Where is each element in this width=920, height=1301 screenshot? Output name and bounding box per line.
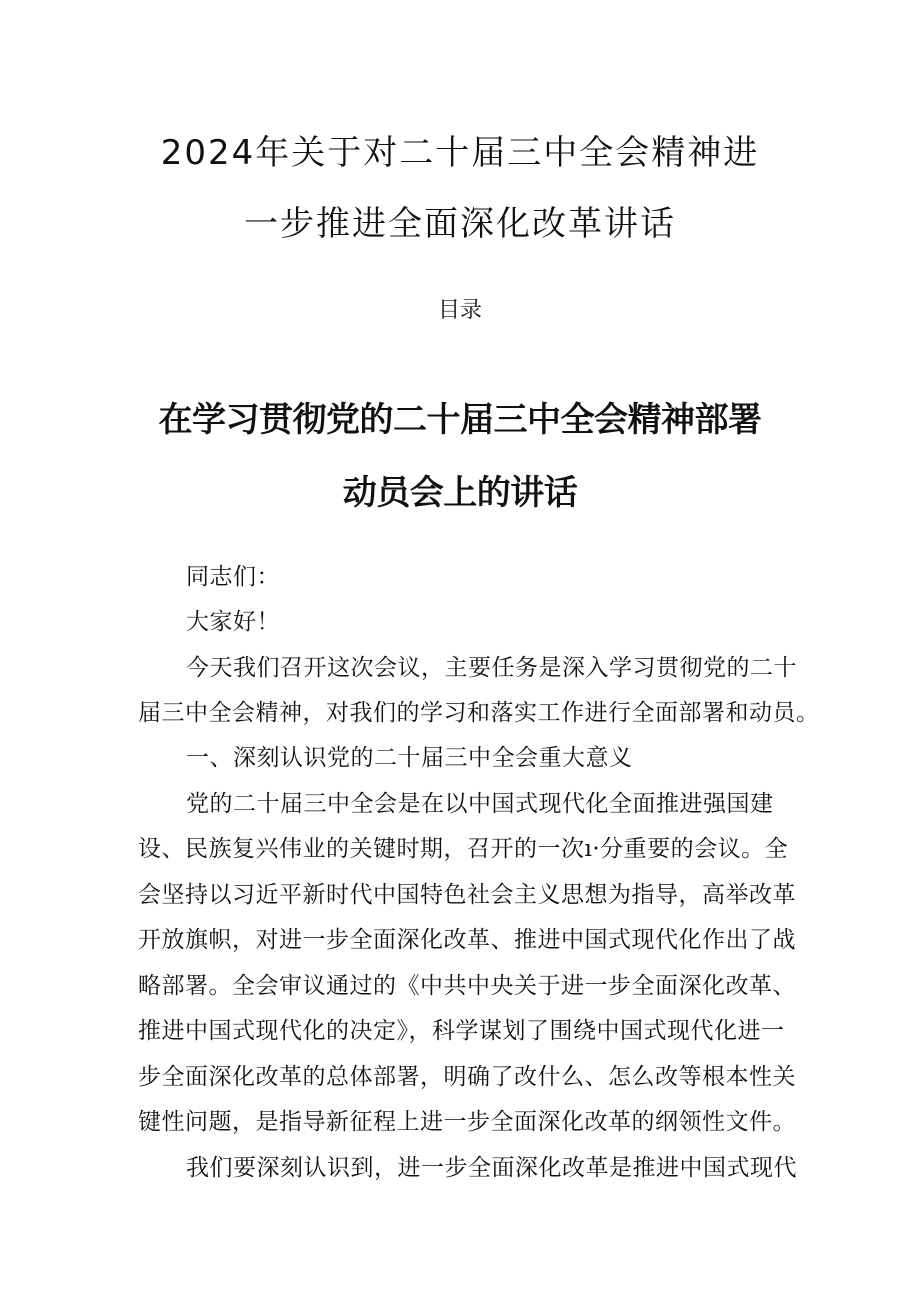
paragraph-line: 会坚持以习近平新时代中国特色社会主义思想为指导，高举改革 <box>138 882 796 908</box>
paragraph-line: 步全面深化改革的总体部署，明确了改什么、怎么改等根本性关 <box>138 1064 796 1090</box>
paragraph-line: 我们要深刻认识到，进一步全面深化改革是推进中国式现代 <box>186 1155 797 1181</box>
section-heading: 一、深刻认识党的二十届三中全会重大意义 <box>186 745 633 771</box>
paragraph-line: 设、民族复兴伟业的关键时期，召开的一次ı·分重要的会议。全 <box>138 836 789 862</box>
paragraph-line: 党的二十届三中全会是在以中国式现代化全面推进强国建 <box>186 791 774 817</box>
paragraph-line: 开放旗帜，对进一步全面深化改革、推进中国式现代化作出了战 <box>138 927 796 953</box>
document-title-line-1: 2024年关于对二十届三中全会精神进 <box>160 133 760 173</box>
speech-title-line-2: 动员会上的讲话 <box>342 473 578 513</box>
paragraph-line: 推进中国式现代化的决定》，科学谋划了围绕中国式现代化进一 <box>138 1018 785 1044</box>
paragraph-line: 今天我们召开这次会议，主要任务是深入学习贯彻党的二十 <box>186 655 797 681</box>
document-title-line-2: 一步推进全面深化改革讲话 <box>244 204 676 244</box>
salutation: 同志们： <box>186 564 280 590</box>
paragraph-line: 略部署。全会审议通过的《中共中央关于进一步全面深化改革、 <box>138 973 796 999</box>
paragraph-line: 届三中全会精神，对我们的学习和落实工作进行全面部署和动员。 <box>138 700 820 726</box>
table-of-contents-label: 目录 <box>437 298 482 323</box>
speech-title-line-1: 在学习贯彻党的二十届三中全会精神部署 <box>158 400 762 440</box>
paragraph-line: 键性问题，是指导新征程上进一步全面深化改革的纲领性文件。 <box>138 1109 796 1135</box>
greeting: 大家好！ <box>186 609 280 635</box>
